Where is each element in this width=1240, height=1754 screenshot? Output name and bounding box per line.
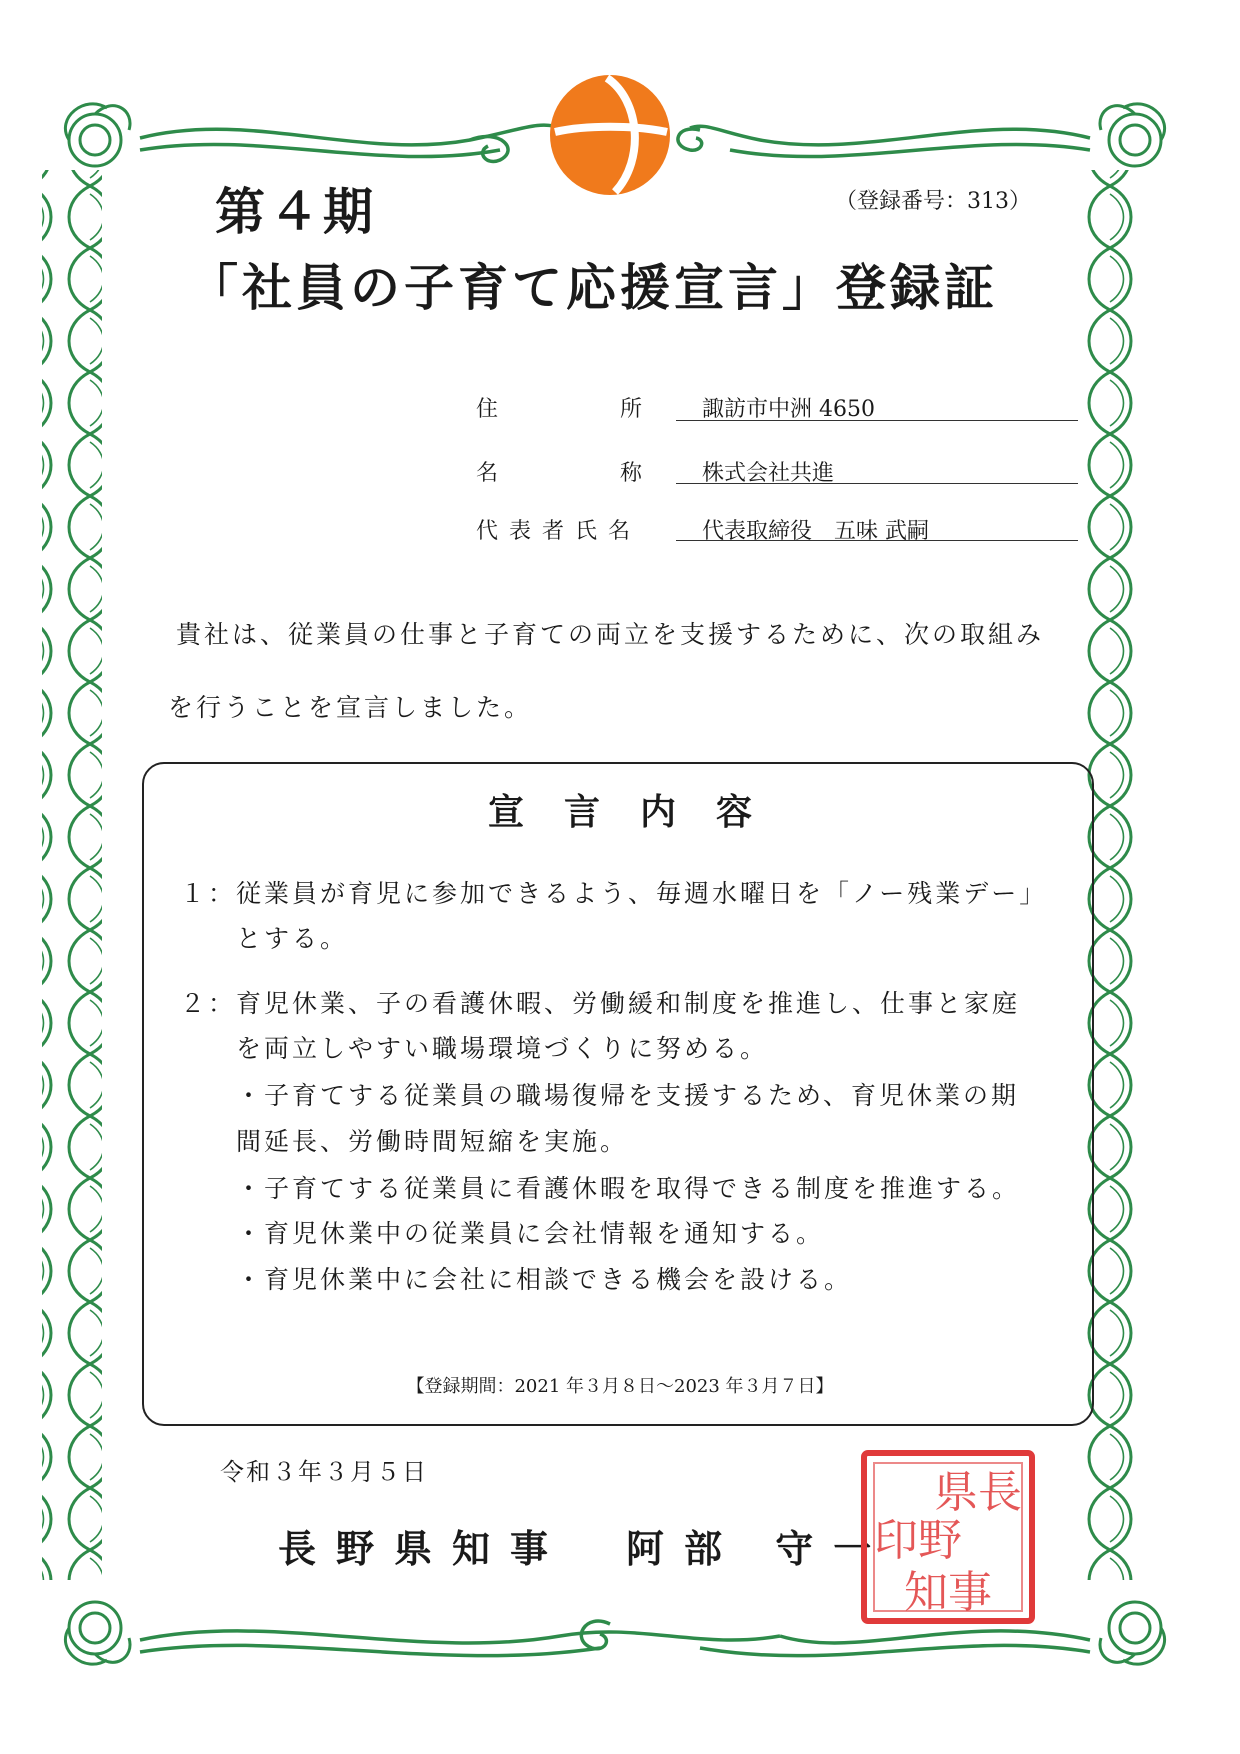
certificate-title: 「社員の子育て応援宣言」登録証 (188, 258, 998, 317)
orange-circle-logo-icon (545, 70, 675, 200)
official-seal-icon (858, 1447, 1038, 1627)
field-underline (676, 420, 1078, 421)
item-1-line-1: １：従業員が育児に参加できるよう、毎週水曜日を「ノー残業デー」 (180, 879, 1048, 908)
bullet-item: ・育児休業中に会社に相談できる機会を設ける。 (236, 1265, 853, 1294)
registration-number: （登録番号：313） (835, 189, 1031, 214)
certificate-period: 第４期 (215, 182, 377, 241)
field-label: 名 称 (476, 461, 645, 486)
bullet-item: ・子育てする従業員に看護休暇を取得できる制度を推進する。 (236, 1174, 1021, 1203)
field-value: 代表取締役 五味 武嗣 (702, 519, 929, 544)
field-underline (676, 483, 1078, 484)
declaration-content-box (142, 762, 1094, 1426)
seal-text-2: 印野 (874, 1515, 962, 1566)
content-heading: 宣言内容 (487, 791, 792, 833)
bullet-item: ・子育てする従業員の職場復帰を支援するため、育児休業の期 (236, 1081, 1020, 1110)
field-label: 代 表 者 氏 名 (476, 519, 632, 544)
declaration-line-2: を行うことを宣言しました。 (168, 693, 533, 722)
field-underline (676, 540, 1078, 541)
field-value: 諏訪市中洲 4650 (702, 397, 875, 422)
seal-text-1: 県長 (934, 1467, 1022, 1518)
seal-text-3: 知事 (904, 1567, 992, 1618)
item-2-line-1: ２：育児休業、子の看護休暇、労働緩和制度を推進し、仕事と家庭 (180, 989, 1021, 1018)
item-1-line-2: とする。 (236, 924, 349, 953)
signer-name: 長野県知事 阿部 守一 (278, 1526, 892, 1571)
bullet-item: ・育児休業中の従業員に会社情報を通知する。 (236, 1219, 825, 1248)
registration-period: 【登録期間：2021 年３月８日～2023 年３月７日】 (406, 1376, 834, 1397)
item-2-line-2: を両立しやすい職場環境づくりに努める。 (236, 1034, 769, 1063)
declaration-line-1: 貴社は、従業員の仕事と子育ての両立を支援するために、次の取組み (176, 620, 1045, 649)
issue-date: 令和３年３月５日 (220, 1458, 428, 1486)
field-label: 住 所 (476, 397, 645, 422)
bullet-item: 間延長、労働時間短縮を実施。 (236, 1127, 629, 1156)
field-value: 株式会社共進 (702, 461, 835, 486)
